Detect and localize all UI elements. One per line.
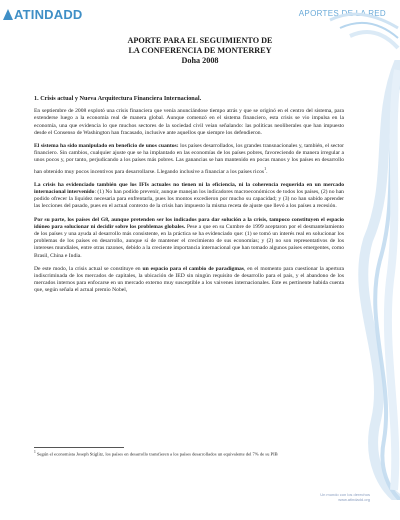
paragraph-1: En septiembre de 2008 explotó una crisis financiera que venía anunciándose tiempo atrás y que se originó en el centro del sistema, para extenderse luego a la economía real de manera global. Aunque comenzó en el sistema financiero, esta crisis se vio impulsa en la economía, una que evidencia lo que muchos sectores de la sociedad civil veían señalando: las políticas neoliberales que han impuesto desde el Consenso de Washington han fracasado, inclusive ante aquellos que siempre los defendieron.: [34, 108, 344, 136]
logo-triangle-icon: [3, 9, 13, 20]
footnote-number: 1: [34, 450, 36, 454]
slogan-line-2: www.atindadd.org: [338, 497, 370, 502]
title-line-1: APORTE PARA EL SEGUIMIENTO DE: [127, 36, 273, 45]
paragraph-2-emphasis: El sistema ha sido manipulado en beneficio de unos cuantos:: [34, 143, 179, 150]
paragraph-5-text: , en el momento para cuestionar la apertura indiscriminada de los mercados de capitales, la ubicación de IED sin ningún requisito de desarrollo para el país, y el abandono de los mercados internos para enfocarse en un mercado externo muy susceptible a los vaivenes internacionales. Este es pertinente habida cuenta que, según señala el actual premio Nobel,: [34, 265, 345, 294]
paragraph-2-text: los países desarrollados, los grandes transnacionales y, también, el sector financiero. Sin cambios, cualquier ajuste que se ha implantado en las economías de los países pobres, favoreciendo de manera irregular a unos pocos y, por tanto, perjudicando a los países más pobres. Las ganancias se han mantenido en pocas manos y los países en desarrollo han obtenido muy pocos incentivos para desarrollarse. Llegando inclusive a financiar a los países ricos: [34, 143, 344, 175]
paragraph-2: El sistema ha sido manipulado en beneficio de unos cuantos: los países desarrollados, los grandes transnacionales y, también, el sector financiero. Sin cambios, cualquier ajuste que se ha implantado en las economías de los países pobres, favoreciendo de manera irregular a unos pocos y, por tanto, perjudicando a los países más pobres. Las ganancias se han mantenido en pocas manos y los países en desarrollo han obtenido muy pocos incentivos para desarrollarse. Llegando inclusive a financiar a los países ricos$^1$.: [34, 143, 344, 175]
footnote: [34, 450, 314, 457]
document-body: [34, 95, 344, 301]
decorative-wave-rail: [354, 60, 400, 500]
footnote-text: Según el economista Joseph Stiglitz, los países en desarrollo transfieren a los países desarrollados un equivalente del 7% de su PIB: [36, 451, 278, 457]
footnote-reference: 1: [264, 165, 267, 171]
document-title: [60, 36, 340, 66]
footer-slogan: [320, 492, 370, 502]
organization-logo: [3, 7, 83, 22]
paragraph-5-emphasis: un espacio para el cambio de paradigmas: [140, 265, 244, 272]
paragraph-4-emphasis-a: Por su parte, los países del G8, aunque pretenden ser los indicados para dar solución a la crisis,: [34, 216, 268, 223]
footnote-separator: [34, 447, 124, 448]
title-line-3: Doha 2008: [181, 56, 219, 65]
logo-text: ATINDADD: [14, 7, 83, 22]
paragraph-5-lead: De este modo, la crisis actual se constituye en: [34, 265, 141, 272]
paragraph-3: [34, 182, 344, 211]
paragraph-3-emphasis: La crisis ha evidenciado también que los IFIs actuales no tienen ni la eficiencia, ni la coherencia requerida en un mercado internacional intervenido: [34, 181, 344, 195]
paragraph-4-emphasis-b: tampoco constituyen el espacio idóneo para solucionar ni decidir sobre los problemas globales.: [34, 216, 344, 230]
paragraph-4-text: Pese a que en su Cumbre de 1999 aceptaron por el desmantelamiento de los países y una ayuda al desarrollo más consistente, en la práctica se ha evidenciado que: (1) se tomó un interés real en solucionar los problemas de los países en desarrollo, aunque sí de mantener el crecimiento de sus economías; y (2) no son representativos de los intereses mundiales, entre otras razones, debido a la creciente importancia internacional que han tomado algunos países emergentes, como Brasil, China e India.: [34, 223, 344, 259]
header-tagline: APORTES DE LA RED: [298, 9, 386, 18]
paragraph-4: [34, 217, 344, 260]
paragraph-3-text: : (1) No han podido prevenir, aunque manejan los indicadores macroeconómicos de todos los países, (2) no han podido ofrecer la liquidez necesaria para enfrentarla, pues los montos excedieron por mucho su capacidad; y (3) no han sabido aprender las lecciones del pasado, pues en el actual contexto de la crisis han impuesto la misma receta de ajuste que llevó a los países a recesión.: [34, 188, 344, 210]
slogan-line-1: Un mundo con los derechos: [320, 492, 370, 497]
section-heading: 1. Crisis actual y Nueva Arquitectura Financiera Internacional.: [34, 95, 202, 102]
title-line-2: LA CONFERENCIA DE MONTERREY: [128, 46, 272, 55]
paragraph-5: [34, 266, 344, 295]
